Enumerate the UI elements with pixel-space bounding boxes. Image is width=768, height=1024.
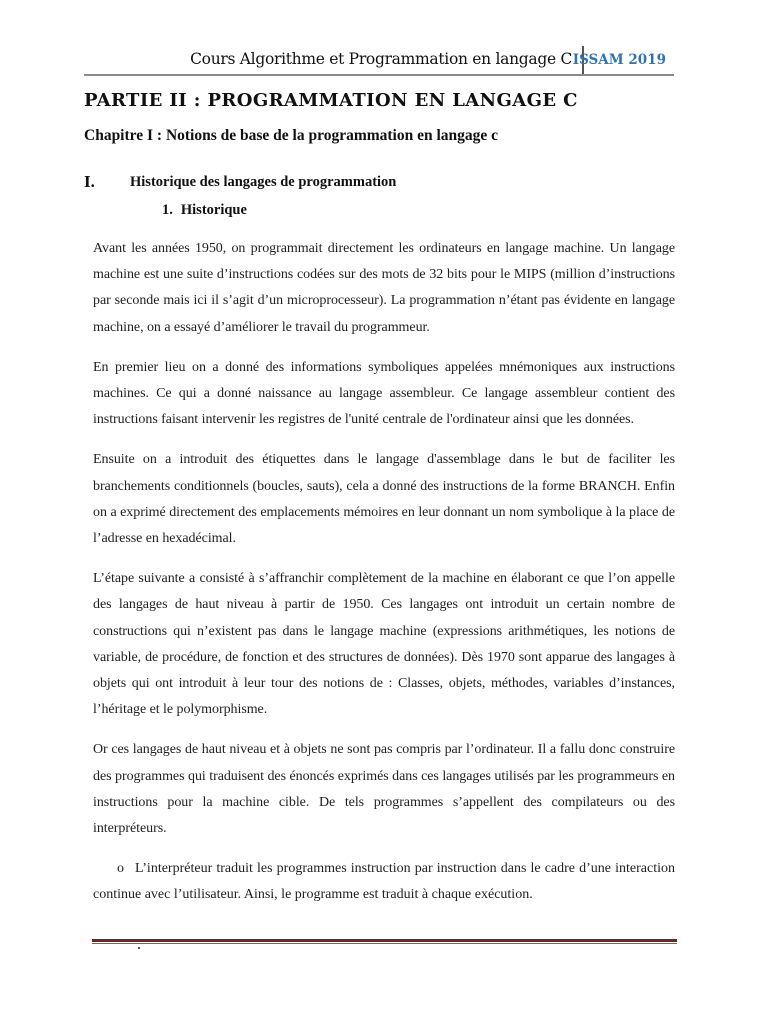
paragraph: Avant les années 1950, on programmait directement les ordinateurs en langage machine. Un langage machine est une suite d’instructions codées sur des mots de 32 bits pour le MIPS (million d’instructions par seconde mais ici il s’agit d’un microprocesseur). La programmation n’étant pas évidente en langage machine, on a essayé d’améliorer le travail du programmeur.	[93, 241, 675, 335]
paragraph: Or ces langages de haut niveau et à objets ne sont pas compris par l’ordinateur. Il a fallu donc construire des programmes qui traduisent des énoncés exprimés dans ces langages utilisés par les programmeurs en instructions pour la machine cible. De tels programmes s’appellent des compilateurs ou des interpréteurs.	[93, 742, 675, 837]
paragraph: En premier lieu on a donné des informations symboliques appelées mnémoniques aux instructions machines. Ce qui a donné naissance au langage assembleur. Ce langage assembleur contient des instructions faisant intervenir les registres de l'unité centrale de l'ordinateur ainsi que les données.	[93, 359, 675, 428]
chapter-title: Chapitre I : Notions de base de la programmation en langage c	[84, 127, 499, 144]
footer-rule	[92, 939, 677, 942]
part-title: PARTIE II : PROGRAMMATION EN LANGAGE C	[84, 90, 578, 111]
paragraph: Ensuite on a introduit des étiquettes dans le langage d'assemblage dans le but de faciliter les branchements conditionnels (boucles, sauts), cela a donné des instructions de la forme BRANCH. Enfin on a exprimé directement des emplacements mémoires en leur donnant un nom symbolique à la place de l’adresse en hexadécimal.	[93, 452, 675, 547]
section-number: I.	[84, 172, 95, 191]
body-text	[93, 236, 675, 909]
footer-rule-thin	[92, 943, 677, 944]
subsection-heading	[162, 202, 247, 219]
running-header	[84, 44, 674, 74]
subsection-title: Historique	[180, 202, 247, 218]
subsection-number: 1.	[162, 202, 173, 218]
header-course-title: Cours Algorithme et Programmation en langage C	[190, 50, 572, 68]
header-rule	[84, 74, 674, 76]
bullet-item	[93, 856, 675, 908]
footer-dot	[138, 947, 140, 949]
bullet-marker: o	[117, 861, 124, 877]
section-title: Historique des langages de programmation	[130, 174, 397, 190]
header-author: ISSAM 2019	[572, 52, 666, 68]
bullet-text: L’interpréteur traduit les programmes instruction par instruction dans le cadre d’une interaction continue avec l’utilisateur. Ainsi, le programme est traduit à chaque exécution.	[93, 861, 675, 903]
paragraph: L’étape suivante a consisté à s’affranchir complètement de la machine en élaborant ce que l’on appelle des langages de haut niveau à partir de 1950. Ces langages ont introduit un certain nombre de constructions qui n’existent pas dans le langage machine (expressions arithmétiques, les notions de variable, de procédure, de fonction et des structures de données). Dès 1970 sont apparue des langages à objets qui ont introduit à leur tour des notions de : Classes, objets, méthodes, variables d’instances, l’héritage et le polymorphisme.	[93, 571, 675, 718]
